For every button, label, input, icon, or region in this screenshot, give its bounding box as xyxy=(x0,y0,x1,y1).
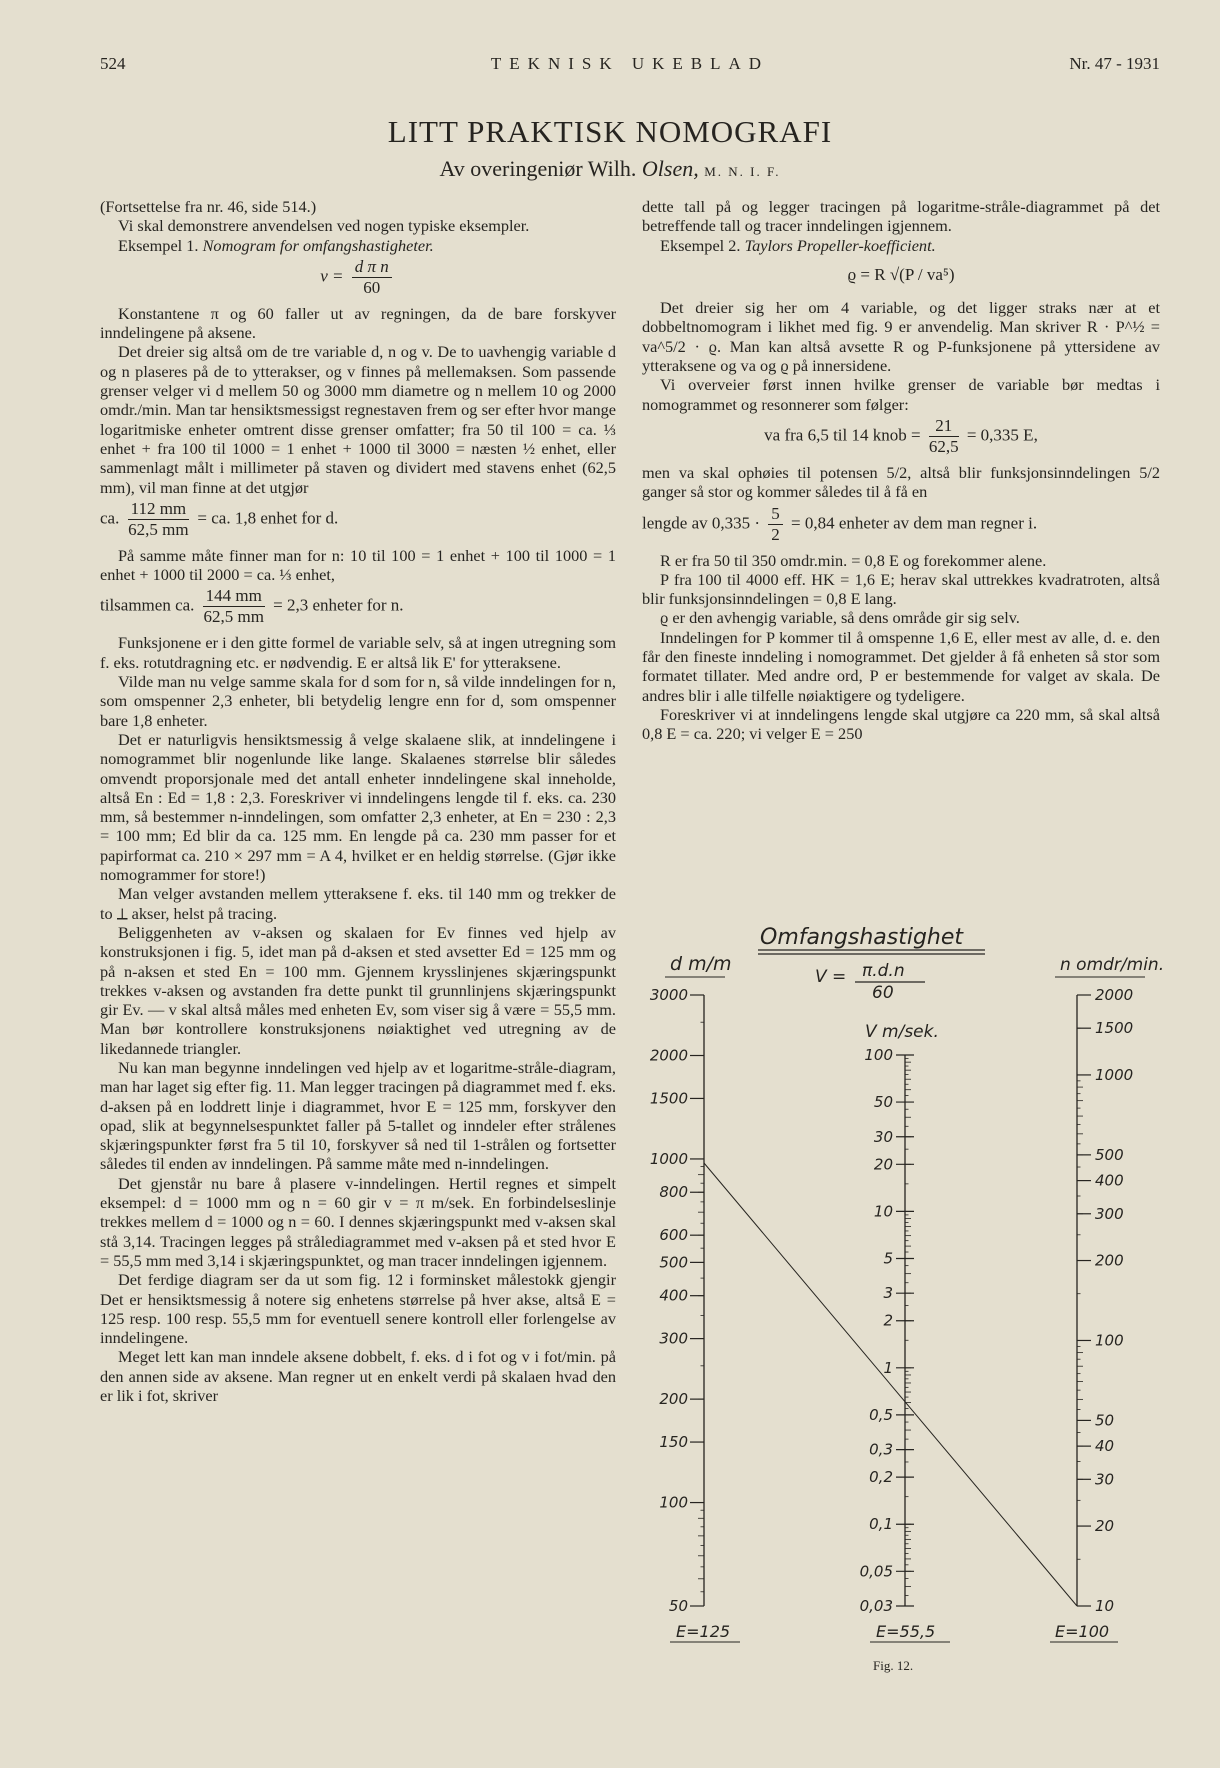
formula-n-units xyxy=(100,586,616,627)
n_axis-tick-label: 500 xyxy=(1095,1145,1124,1164)
paragraph: Vilde man nu velge samme skala for d som for n, så vilde inndelingen for n, som omspenner 2,3 enheter, bli betydelig lengre enn for d, som omspenner bare 1,8 enheter. xyxy=(100,672,616,730)
v_axis-tick-label: 0,05 xyxy=(859,1562,893,1581)
formula-post: = 2,3 enheter for n. xyxy=(273,595,404,615)
example-label: Eksempel 1. xyxy=(118,235,199,255)
example-heading xyxy=(100,236,616,255)
d_axis-tick-label: 200 xyxy=(659,1390,688,1409)
paragraph: Det er naturligvis hensiktsmessig å velge skalaene slik, at inndelingene i nomogrammet blir nogenlunde like lange. Skalaenes størrelse blir således omvendt proporsjonale med det antall enheter inndelingene skal inneholde, altså En : Ed = 1,8 : 2,3. Foreskriver vi inndelingens lengde til f. eks. ca. 230 mm, så bestemmer n-inndelingen, som omfatter 2,3 enheter, at En = 230 : 2,3 = 100 mm; Ed blir da ca. 125 mm. En lengde på ca. 230 mm passer for et papirformat ca. 210 × 297 mm = A 4, hvilket er en heldig størrelse. (Gjør ikke nomogrammer for store!) xyxy=(100,729,616,885)
formula-pre: ca. xyxy=(100,508,120,528)
n-axis-unit-label: E=100 xyxy=(1055,1622,1110,1641)
page-number: 524 xyxy=(100,54,126,73)
paragraph: men va skal ophøies til potensen 5/2, altså blir funksjonsinndelingen 5/2 ganger så stor og kommer således til å få en xyxy=(642,462,1160,502)
v_axis-tick-label: 0,1 xyxy=(869,1515,893,1534)
fraction xyxy=(768,504,783,545)
paragraph: Konstantene π og 60 faller ut av regningen, da de bare forskyver inndelingene på aksene. xyxy=(100,303,616,343)
article-title: LITT PRAKTISK NOMOGRAFI xyxy=(387,114,833,149)
issue-number: Nr. 47 - 1931 xyxy=(1069,54,1160,73)
n_axis-tick-label: 1500 xyxy=(1095,1019,1134,1038)
n_axis-tick-label: 20 xyxy=(1095,1517,1115,1536)
paragraph: (Fortsettelse fra nr. 46, side 514.) xyxy=(100,197,317,216)
byline-prefix: Av overingeniør Wilh. xyxy=(439,156,637,181)
example-connecting-line xyxy=(704,1163,1077,1606)
n_axis-tick-label: 40 xyxy=(1095,1437,1115,1456)
example-heading xyxy=(642,236,1160,255)
d-axis-unit-label: E=125 xyxy=(676,1622,731,1641)
d_axis-tick-label: 800 xyxy=(659,1183,688,1202)
n_axis-tick-label: 400 xyxy=(1095,1171,1124,1190)
byline-suffix: M. N. I. F. xyxy=(704,164,781,179)
fraction xyxy=(128,499,190,540)
n_axis-tick-label: 30 xyxy=(1095,1470,1115,1489)
paragraph: Vi skal demonstrere anvendelsen ved nogen typiske eksempler. xyxy=(118,216,530,236)
fraction-denominator: 60 xyxy=(363,277,381,297)
left-column xyxy=(100,197,616,1405)
v_axis-tick-label: 3 xyxy=(883,1284,893,1303)
v_axis-tick-label: 20 xyxy=(873,1155,893,1174)
nomogram-svg xyxy=(640,920,1170,1710)
v_axis-tick-label: 30 xyxy=(873,1127,893,1146)
right-column xyxy=(642,197,1160,744)
n_axis-tick-label: 200 xyxy=(1095,1251,1124,1270)
example-title: Taylors Propeller-koefficient. xyxy=(744,235,936,255)
d-axis-unit: d m/m xyxy=(670,953,732,975)
n-axis xyxy=(1077,986,1133,1615)
fraction-denominator: 62,5 mm xyxy=(128,519,189,539)
paragraph: Beliggenheten av v-aksen og skalaen for Ev finnes ved hjelp av konstruksjonen i fig. 5, idet man på d-aksen et sted avsetter Ed = 125 mm og på n-aksen et sted En = 100 mm. Gjennem krysslinjenes skjæringspunkt trekkes v-aksen og avstanden fra dette punkt til grunnlinjens skjæringspunkt gir Ev. — v skal altså måles med enheten Ev, som viser sig å være = 55,5 mm. Man bør kontrollere konstruksjonens nøiaktighet ved utregning av de likedannede triangler. xyxy=(100,922,616,1058)
nomogram-figure xyxy=(640,920,1170,1710)
fraction-numerator: d π n xyxy=(352,257,392,278)
fraction-denominator: 2 xyxy=(771,524,780,544)
v-axis-unit: V m/sek. xyxy=(865,1022,939,1042)
formula-pre: va fra 6,5 til 14 knob = xyxy=(764,425,921,445)
v_axis-tick-label: 0,2 xyxy=(869,1468,893,1487)
fraction-numerator: 112 mm xyxy=(128,499,190,520)
paragraph: Det dreier sig altså om de tre variable d, n og v. De to uavhengig variable d og n plaseres på de to ytterakser, og v finnes på mellemaksen. Som passende grenser velger vi d mellem 50 og 3000 mm diametre og n mellem 10 og 2000 omdr./min. Man tar hensiktsmessigst regnestaven frem og ser efter hvor mange logaritmiske enheter omtrent disse grenser omfatter; fra 50 til 100 = ca. ⅓ enhet + fra 100 til 1000 = 1 enhet + 1000 til 3000 = næsten ½ enhet, eller sammenlagt målt i millimeter på staven og dividert med stavens enhet (62,5 mm), vil man finne at det utgjør xyxy=(100,342,616,497)
figure-caption: Fig. 12. xyxy=(873,1658,914,1673)
d_axis-tick-label: 1500 xyxy=(649,1089,688,1108)
n_axis-tick-label: 300 xyxy=(1095,1204,1124,1223)
paragraph: Det gjenstår nu bare å plasere v-inndelingen. Hertil regnes et simpelt eksempel: d = 1000 mm og n = 60 gir v = π m/sek. En forbindelseslinje trekkes mellem d = 1000 og n = 60. I dennes skjæringspunkt med v-aksen skal stå 3,14. Tracingen legges på strålediagrammet med v-aksen på et sted hvor E = 55,5 mm med 3,14 i skjæringspunktet, og man tracer inndelingen igjennem. xyxy=(100,1173,616,1270)
byline-name: Olsen, xyxy=(641,156,699,181)
nomogram-formula-den: 60 xyxy=(872,983,894,1003)
n_axis-tick-label: 50 xyxy=(1095,1411,1115,1430)
formula-lhs: v = xyxy=(320,266,344,286)
n_axis-tick-label: 1000 xyxy=(1095,1065,1134,1084)
paragraph: Man velger avstanden mellem ytteraksene f. eks. til 140 mm og trekker de to ⟂ akser, helst på tracing. xyxy=(100,884,616,923)
v_axis-tick-label: 0,03 xyxy=(859,1597,893,1615)
paragraph: Funksjonene er i den gitte formel de variable selv, så at ingen utregning som f. eks. rotutdragning etc. er nødvendig. E er altså lik E' for ytteraksene. xyxy=(100,633,616,672)
n_axis-tick-label: 10 xyxy=(1095,1597,1115,1615)
v_axis-tick-label: 0,5 xyxy=(869,1405,893,1424)
d_axis-tick-label: 100 xyxy=(659,1493,688,1512)
formula-v xyxy=(100,257,616,298)
paragraph: Meget lett kan man inndele aksene dobbelt, f. eks. d i fot og v i fot/min. på den annen side av aksene. Man regner ut en enkelt verdi på skalaen hvad den er lik i fot, skriver xyxy=(100,1347,616,1406)
d_axis-tick-label: 2000 xyxy=(649,1046,688,1065)
formula-pre: tilsammen ca. xyxy=(100,595,195,615)
n_axis-tick-label: 2000 xyxy=(1095,986,1134,1004)
paragraph: Nu kan man begynne inndelingen ved hjelp av et logaritme-stråle-diagram, man har laget sig efter fig. 11. Man legger tracingen på diagrammet med f. eks. d-aksen på en loddrett linje i diagrammet, hvor E = 125 mm, forskyver den opad, slik at begynnelsespunktet faller på 5-tallet og inndeler efter strålenes skjæringspunkter først fra 5 til 10, forskyver så ned til 1-strålen og fortsetter således til enden av inndelingen. På samme måte med n-inndelingen. xyxy=(100,1057,616,1174)
v-axis xyxy=(860,1046,914,1615)
d_axis-tick-label: 1000 xyxy=(649,1149,688,1168)
fraction-denominator: 62,5 xyxy=(928,436,959,456)
d_axis-tick-label: 3000 xyxy=(649,986,688,1004)
fraction-numerator: 21 xyxy=(929,416,959,437)
v_axis-tick-label: 10 xyxy=(873,1202,893,1221)
running-head xyxy=(100,54,1160,78)
nomogram-title: Omfangshastighet xyxy=(760,925,964,950)
formula-length xyxy=(642,504,1160,545)
d_axis-tick-label: 400 xyxy=(659,1286,688,1305)
d-axis xyxy=(650,986,704,1615)
nomogram-formula-lhs: V = xyxy=(815,967,847,987)
d_axis-tick-label: 150 xyxy=(659,1433,688,1452)
v_axis-tick-label: 50 xyxy=(873,1093,893,1112)
example-title: Nomogram for omfangshastigheter. xyxy=(202,235,434,255)
v_axis-tick-label: 1 xyxy=(883,1358,893,1377)
paragraph: Inndelingen for P kommer til å omspenne 1,6 E, eller mest av alle, d. e. den får den fineste inndeling i nomogrammet. Det gjelder å få enheten så stor som formatet tillater. Med andre ord, P er bestemmende for valget av skala. De andres blir i alle tilfelle nøiaktigere og tydeligere. xyxy=(642,627,1160,705)
formula-va xyxy=(642,416,1160,457)
n_axis-tick-label: 100 xyxy=(1095,1331,1124,1350)
n-axis-unit: n omdr/min. xyxy=(1060,955,1165,975)
formula-post: = 0,84 enheter av dem man regner i. xyxy=(791,512,1038,532)
paragraph: Det ferdige diagram ser da ut som fig. 12 i forminsket målestokk gjengir Det er hensiktsmessig å notere sig enhetens størrelse på hver akse, altså E = 125 resp. 100 resp. 55,5 mm for eventuell senere kontroll eller forlengelse av inndelingene. xyxy=(100,1270,616,1348)
formula-pre: lengde av 0,335 · xyxy=(642,512,761,532)
paragraph: R er fra 50 til 350 omdr.min. = 0,8 E og forekommer alene. xyxy=(660,550,1047,570)
paragraph: Det dreier sig her om 4 variable, og det ligger straks nær at et dobbeltnomogram i likhet med fig. 9 er anvendelig. Man skriver R · P^½ = va^5/2 · ϱ. Man kan altså avsette R og P-funksjonene på yttersidene av ytteraksene og va og ϱ på innersidene. xyxy=(642,298,1160,376)
fraction-numerator: 5 xyxy=(768,504,783,525)
v_axis-tick-label: 100 xyxy=(864,1046,893,1064)
paragraph: dette tall på og legger tracingen på logaritme-stråle-diagrammet på det betreffende tall og tracer inndelingen igjennem. xyxy=(642,197,1160,236)
d_axis-tick-label: 500 xyxy=(659,1253,688,1272)
v_axis-tick-label: 2 xyxy=(883,1311,893,1330)
formula-rho: ϱ = R √(P / va⁵) xyxy=(847,264,955,284)
paragraph: P fra 100 til 4000 eff. HK = 1,6 E; herav skal uttrekkes kvadratroten, altså blir funksjonsinndelingen = 0,8 E lang. xyxy=(642,569,1160,609)
article-byline xyxy=(0,156,1220,182)
formula-post: = ca. 1,8 enhet for d. xyxy=(197,508,339,528)
formula-post: = 0,335 E, xyxy=(966,425,1038,445)
d_axis-tick-label: 600 xyxy=(659,1226,688,1245)
paragraph: Foreskriver vi at inndelingens lengde skal utgjøre ca 220 mm, så skal altså 0,8 E = ca. 220; vi velger E = 250 xyxy=(642,704,1160,744)
d_axis-tick-label: 50 xyxy=(668,1597,688,1615)
example-label: Eksempel 2. xyxy=(660,235,741,255)
fraction-denominator: 62,5 mm xyxy=(203,607,264,627)
paragraph: På samme måte finner man for n: 10 til 100 = 1 enhet + 100 til 1000 = 1 enhet + 1000 til 2000 = ca. ⅓ enhet, xyxy=(100,545,616,585)
paragraph: ϱ er den avhengig variable, så dens område gir sig selv. xyxy=(660,608,1020,628)
nomogram-formula-num: π.d.n xyxy=(862,961,905,981)
paragraph: Vi overveier først innen hvilke grenser de variable bør medtas i nomogrammet og resonnerer som følger: xyxy=(642,375,1160,414)
journal-title: TEKNISK UKEBLAD xyxy=(490,54,770,73)
fraction xyxy=(352,257,392,298)
v-axis-unit-label: E=55,5 xyxy=(876,1622,936,1641)
formula-d-units xyxy=(100,499,616,540)
v_axis-tick-label: 5 xyxy=(883,1249,893,1268)
v_axis-tick-label: 0,3 xyxy=(869,1440,893,1459)
fraction-numerator: 144 mm xyxy=(203,586,265,607)
fraction xyxy=(929,416,959,457)
fraction xyxy=(203,586,265,627)
d_axis-tick-label: 300 xyxy=(659,1329,688,1348)
